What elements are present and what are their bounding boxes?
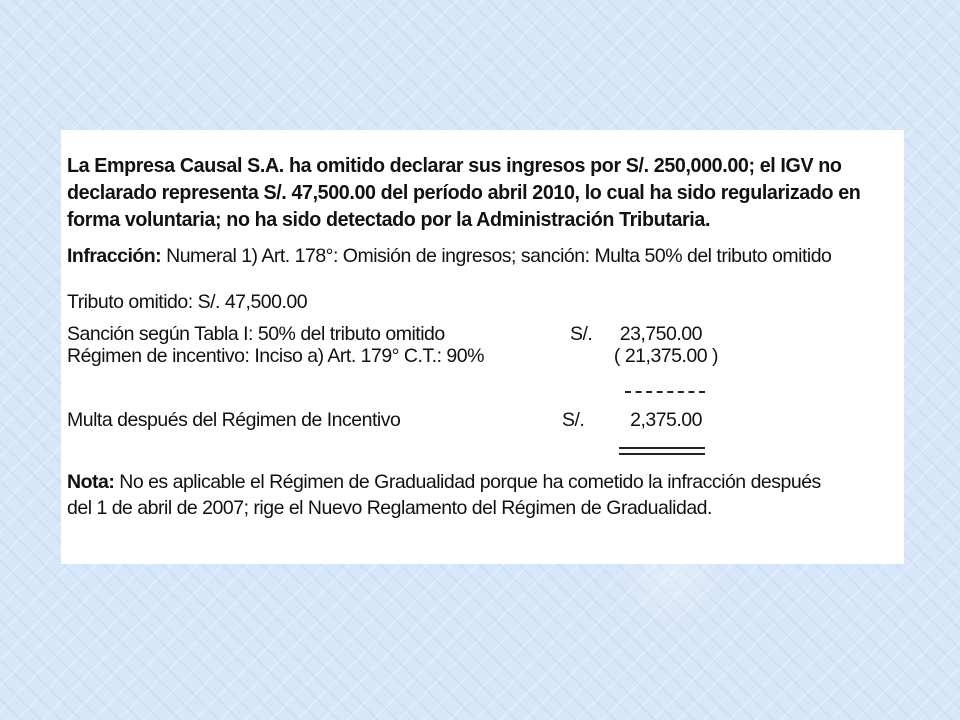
tributo-omitido-line: Tributo omitido: S/. 47,500.00 xyxy=(67,290,308,313)
regimen-amount: ( 21,375.00 ) xyxy=(613,344,718,367)
multa-currency: S/. xyxy=(562,408,585,431)
nota-text-1: No es aplicable el Régimen de Gradualidad porque ha cometido la infracción después xyxy=(114,470,821,493)
total-double-underline xyxy=(619,447,705,455)
nota-paragraph xyxy=(67,469,884,521)
regimen-label: Régimen de incentivo: Inciso a) Art. 179° C.T.: 90% xyxy=(67,344,484,367)
document-panel xyxy=(61,130,904,564)
multa-amount: 2,375.00 xyxy=(630,408,702,431)
infraccion-label: Infracción: xyxy=(67,245,162,267)
nota-line-2: del 1 de abril de 2007; rige el Nuevo Reglamento del Régimen de Gradualidad. xyxy=(67,496,712,519)
subtotal-dashed-line xyxy=(625,391,705,393)
infraccion-line xyxy=(67,243,884,269)
intro-paragraph xyxy=(67,152,861,233)
intro-line-1: La Empresa Causal S.A. ha omitido declarar sus ingresos por S/. 250,000.00; el IGV no xyxy=(67,154,842,177)
sancion-currency: S/. xyxy=(570,322,593,345)
nota-line-1 xyxy=(67,469,884,495)
calculation-block xyxy=(67,323,884,453)
sancion-amount: 23,750.00 xyxy=(619,322,702,345)
multa-label: Multa después del Régimen de Incentivo xyxy=(67,408,401,431)
infraccion-text: Numeral 1) Art. 178°: Omisión de ingresos; sanción: Multa 50% del tributo omitido xyxy=(161,245,832,267)
nota-label: Nota: xyxy=(67,470,115,493)
intro-line-2: declarado representa S/. 47,500.00 del período abril 2010, lo cual ha sido regularizado en xyxy=(67,181,861,204)
sancion-label: Sanción según Tabla I: 50% del tributo omitido xyxy=(67,322,445,345)
intro-line-3: forma voluntaria; no ha sido detectado por la Administración Tributaria. xyxy=(67,208,711,231)
